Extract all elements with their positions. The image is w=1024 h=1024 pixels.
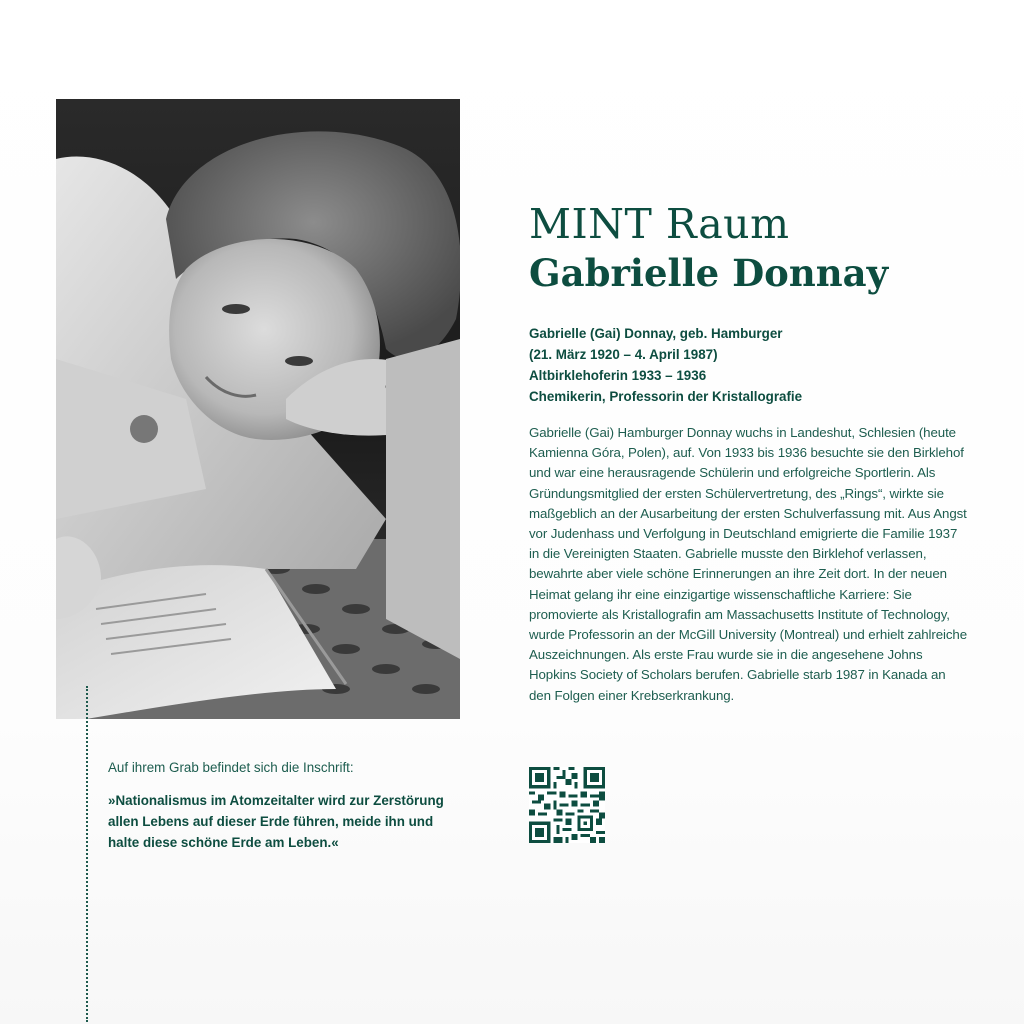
fact-name: Gabrielle (Gai) Donnay, geb. Hamburger	[529, 326, 783, 341]
fact-profession: Chemikerin, Professorin der Kristallografie	[529, 389, 803, 404]
fact-school-years: Altbirklehoferin 1933 – 1936	[529, 368, 707, 383]
page-title	[529, 200, 888, 298]
dotted-divider	[86, 686, 88, 1022]
grave-inscription-quote: »Nationalismus im Atomzeitalter wird zur Zerstörung allen Lebens auf dieser Erde führen, meide ihn und halte diese schöne Erde am Leben.«	[108, 793, 444, 850]
title-room: MINT Raum	[529, 200, 790, 248]
fact-dates: (21. März 1920 – 4. April 1987)	[529, 347, 718, 362]
facts-list	[529, 323, 802, 407]
title-name: Gabrielle Donnay	[529, 251, 889, 295]
grave-intro: Auf ihrem Grab befindet sich die Inschrift:	[108, 760, 354, 775]
qr-code-icon[interactable]	[529, 767, 605, 843]
biography-text: Gabrielle (Gai) Hamburger Donnay wuchs in Landeshut, Schlesien (heute Kamienna Góra, Polen), auf. Von 1933 bis 1936 besuchte sie den Birklehof und war eine herausragende Schülerin und erfolgreiche Sportlerin. Als Gründungsmitglied der ersten Schülervertretung, des „Rings“, wirkte sie maßgeblich an der Ausarbeitung der ersten Schulverfassung mit. Aus Angst vor Judenhass und Verfolgung in Deutschland emigrierte die Familie 1937 in die Vereinigten Staaten. Gabrielle musste den Birklehof verlassen, bewahrte aber viele schöne Erinnerungen an ihre Zeit dort. In der neuen Heimat gelang ihr eine einzigartige wissenschaftliche Karriere: Sie promovierte als Kristallografin am Massachusetts Institute of Technology, wurde Professorin an der McGill University (Montreal) und erhielt zahlreiche Auszeichnungen. Als erste Frau wurde sie in die angesehene Johns Hopkins Society of Scholars berufen. Gabrielle starb 1987 in Kanada an den Folgen einer Krebserkrankung.	[529, 425, 968, 703]
portrait-photo	[56, 99, 460, 719]
